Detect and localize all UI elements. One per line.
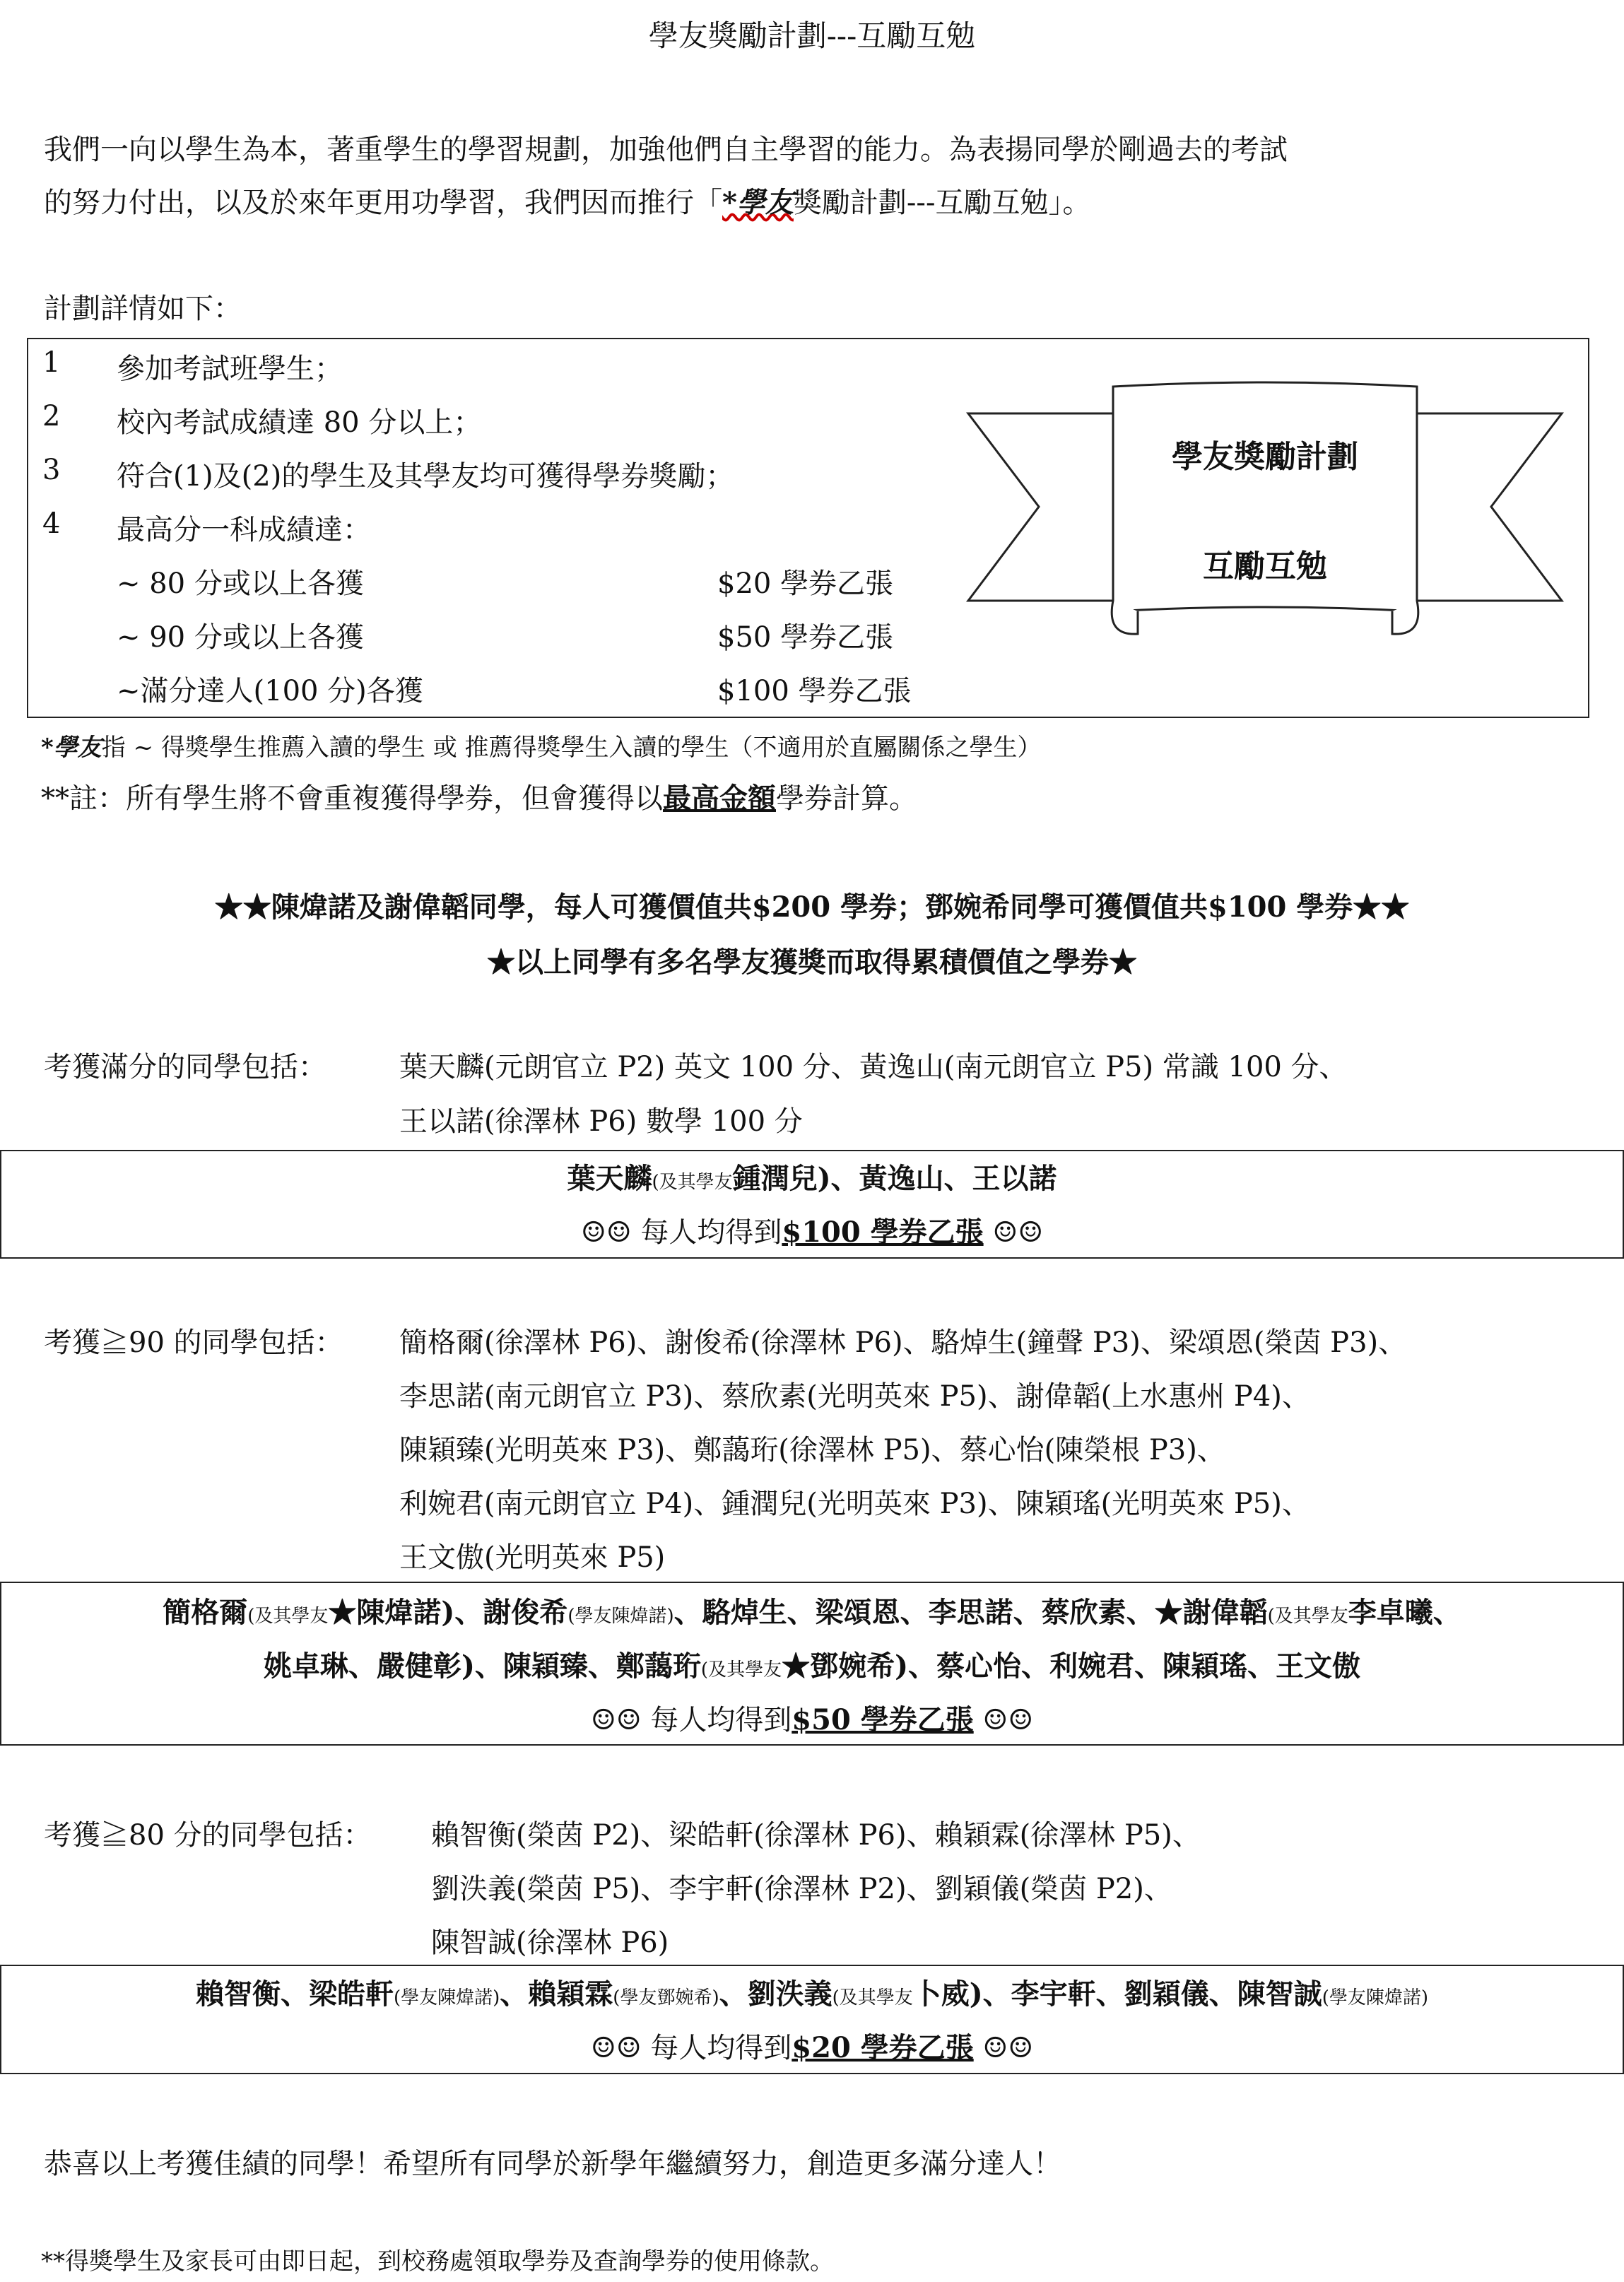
section-90-line-4: 利婉君(南元朗官立 P4)、鍾潤兒(光明英來 P3)、陳穎瑤(光明英來 P5)、 <box>399 1488 1310 1520</box>
friend-note: (及其學友 <box>247 1606 329 1627</box>
friend-note: (學友陳煒諾) <box>567 1606 674 1627</box>
footnote-2-emphasis: 最高金額 <box>663 782 776 815</box>
winner-names: )、蔡心怡、利婉君、陳穎瑤、王文傲 <box>895 1649 1361 1683</box>
reward-amount: $50 學券乙張 <box>792 1703 974 1736</box>
rule-num-2: 2 <box>42 400 61 433</box>
section-90-reward <box>0 1698 1624 1738</box>
friend-note: (學友鄧婉希) <box>613 1987 719 2008</box>
winner-names: 、劉泆義 <box>719 1977 832 2011</box>
friend-note: (及其學友 <box>832 1987 913 2008</box>
closing-message: 恭喜以上考獲佳績的同學！希望所有同學於新學年繼續努力，創造更多滿分達人！ <box>44 2148 1061 2180</box>
footnote-1 <box>41 728 1042 763</box>
reward-cond-100: ~滿分達人(100 分)各獲 <box>117 675 423 707</box>
section-90-line-1: 簡格爾(徐澤林 P6)、謝俊希(徐澤林 P6)、駱焯生(鐘聲 P3)、梁頌恩(榮茵 P3)、 <box>399 1327 1407 1359</box>
section-100-label: 考獲滿分的同學包括： <box>44 1051 326 1083</box>
reward-prize-100: $100 學券乙張 <box>717 675 912 707</box>
reward-suffix: ☺☺ <box>973 2032 1034 2064</box>
winner-names: 李卓曦、 <box>1348 1596 1461 1629</box>
section-80-line-2: 劉泆義(榮茵 P5)、李宇軒(徐澤林 P2)、劉穎儀(榮茵 P2)、 <box>431 1873 1172 1905</box>
reward-suffix: ☺☺ <box>973 1704 1034 1736</box>
banner-line-1: 學友獎勵計劃 <box>1172 439 1358 475</box>
reward-cond-90: ~ 90 分或以上各獲 <box>117 621 364 654</box>
rule-text-4: 最高分一科成績達： <box>117 514 371 546</box>
page-title: 學友獎勵計劃---互勵互勉 <box>648 18 976 53</box>
winner-names: 賴智衡、梁皓軒 <box>196 1977 394 2011</box>
winner-names: 卜威)、李宇軒、劉穎儀、陳智誠 <box>912 1977 1322 2011</box>
details-heading: 計劃詳情如下： <box>44 293 242 325</box>
footnote-2-a: **註：所有學生將不會重複獲得學券，但會獲得以 <box>41 782 663 815</box>
rule-text-2: 校內考試成績達 80 分以上； <box>117 406 482 439</box>
section-90-winners-line-2 <box>0 1644 1624 1684</box>
reward-prefix: ☺☺ 每人均得到 <box>580 1216 782 1249</box>
winner-names: 姚卓琳、嚴健彰)、陳穎臻、鄭藹珩 <box>263 1649 701 1683</box>
friend-note: (學友陳煒諾) <box>394 1987 500 2008</box>
section-90-winners-line-1 <box>0 1590 1624 1630</box>
ribbon-banner-graphic <box>961 378 1569 647</box>
highlight-line-1: ★★陳煒諾及謝偉韜同學，每人可獲價值共$200 學券；鄧婉希同學可獲價值共$100 學券★★ <box>214 890 1410 924</box>
intro-line-2-c: 獎勵計劃---互勵互勉」。 <box>793 187 1091 219</box>
section-100-line-1: 葉天麟(元朗官立 P2) 英文 100 分、黃逸山(南元朗官立 P5) 常識 100 分、 <box>399 1051 1348 1083</box>
friend-note: (及其學友 <box>1267 1606 1348 1627</box>
section-90-line-3: 陳穎臻(光明英來 P3)、鄭藹珩(徐澤林 P5)、蔡心怡(陳榮根 P3)、 <box>399 1434 1225 1466</box>
footnote-2-c: 學券計算。 <box>776 782 917 815</box>
section-90-line-2: 李思諾(南元朗官立 P3)、蔡欣素(光明英來 P5)、謝偉韜(上水惠州 P4)、 <box>399 1380 1310 1413</box>
intro-line-1: 我們一向以學生為本，著重學生的學習規劃，加強他們自主學習的能力。為表揚同學於剛過去的考試 <box>44 134 1288 166</box>
section-80-line-1: 賴智衡(榮茵 P2)、梁皓軒(徐澤林 P6)、賴穎霖(徐澤林 P5)、 <box>431 1819 1201 1852</box>
reward-prize-90: $50 學券乙張 <box>717 621 894 654</box>
final-note: **得獎學生及家長可由即日起，到校務處領取學券及查詢學券的使用條款。 <box>41 2247 834 2276</box>
intro-line-2-a: 的努力付出，以及於來年更用功學習，我們因而推行「 <box>44 187 722 219</box>
banner-line-2: 互勵互勉 <box>1203 548 1327 584</box>
winner-names: 、駱焯生、梁頌恩、李思諾、蔡欣素、★謝偉韜 <box>673 1596 1268 1629</box>
winner-name: 鍾潤兒 <box>732 1162 818 1195</box>
footnote-2 <box>41 776 917 816</box>
winner-names: 、賴穎霖 <box>500 1977 613 2011</box>
section-100-winners <box>0 1156 1624 1196</box>
friend-note: (及其學友 <box>652 1172 733 1193</box>
rule-num-1: 1 <box>42 346 61 379</box>
winner-names: )、黃逸山、王以諾 <box>817 1162 1057 1195</box>
section-100-reward <box>0 1210 1624 1250</box>
rule-num-4: 4 <box>42 507 61 540</box>
reward-amount: $20 學券乙張 <box>792 2031 974 2064</box>
section-80-winners <box>0 1972 1624 2012</box>
rule-num-3: 3 <box>42 454 61 486</box>
rule-text-1: 參加考試班學生； <box>117 353 343 385</box>
intro-line-2 <box>44 180 1090 220</box>
section-80-line-3: 陳智誠(徐澤林 P6) <box>431 1927 669 1959</box>
winner-names: ★陳煒諾 <box>328 1596 442 1629</box>
footnote-1-term: *學友 <box>41 734 102 762</box>
reward-prefix: ☺☺ 每人均得到 <box>590 1704 792 1736</box>
reward-amount: $100 學券乙張 <box>782 1216 984 1249</box>
section-90-label: 考獲≧90 的同學包括： <box>44 1327 343 1359</box>
highlight-line-2: ★以上同學有多名學友獲獎而取得累積價值之學券★ <box>487 946 1137 979</box>
reward-prefix: ☺☺ 每人均得到 <box>590 2032 792 2064</box>
intro-term: *學友 <box>722 186 794 219</box>
winner-name: 葉天麟 <box>567 1162 652 1195</box>
section-100-line-2: 王以諾(徐澤林 P6) 數學 100 分 <box>399 1105 803 1138</box>
section-90-line-5: 王文傲(光明英來 P5) <box>399 1541 666 1574</box>
reward-prize-80: $20 學券乙張 <box>717 567 894 600</box>
section-80-label: 考獲≧80 分的同學包括： <box>44 1819 372 1852</box>
winner-names: )、謝俊希 <box>441 1596 568 1629</box>
friend-note: (及其學友 <box>700 1659 782 1681</box>
reward-cond-80: ~ 80 分或以上各獲 <box>117 567 364 600</box>
reward-suffix: ☺☺ <box>983 1216 1044 1249</box>
section-80-reward <box>0 2025 1624 2066</box>
friend-note: (學友陳煒諾) <box>1322 1987 1428 2008</box>
rule-text-3: 符合(1)及(2)的學生及其學友均可獲得學券獎勵； <box>117 460 734 493</box>
winner-names: 簡格爾 <box>163 1596 248 1629</box>
winner-names: ★鄧婉希 <box>782 1649 895 1683</box>
footnote-1-text: 指 ~ 得獎學生推薦入讀的學生 或 推薦得獎學生入讀的學生（不適用於直屬關係之學生） <box>101 734 1042 762</box>
